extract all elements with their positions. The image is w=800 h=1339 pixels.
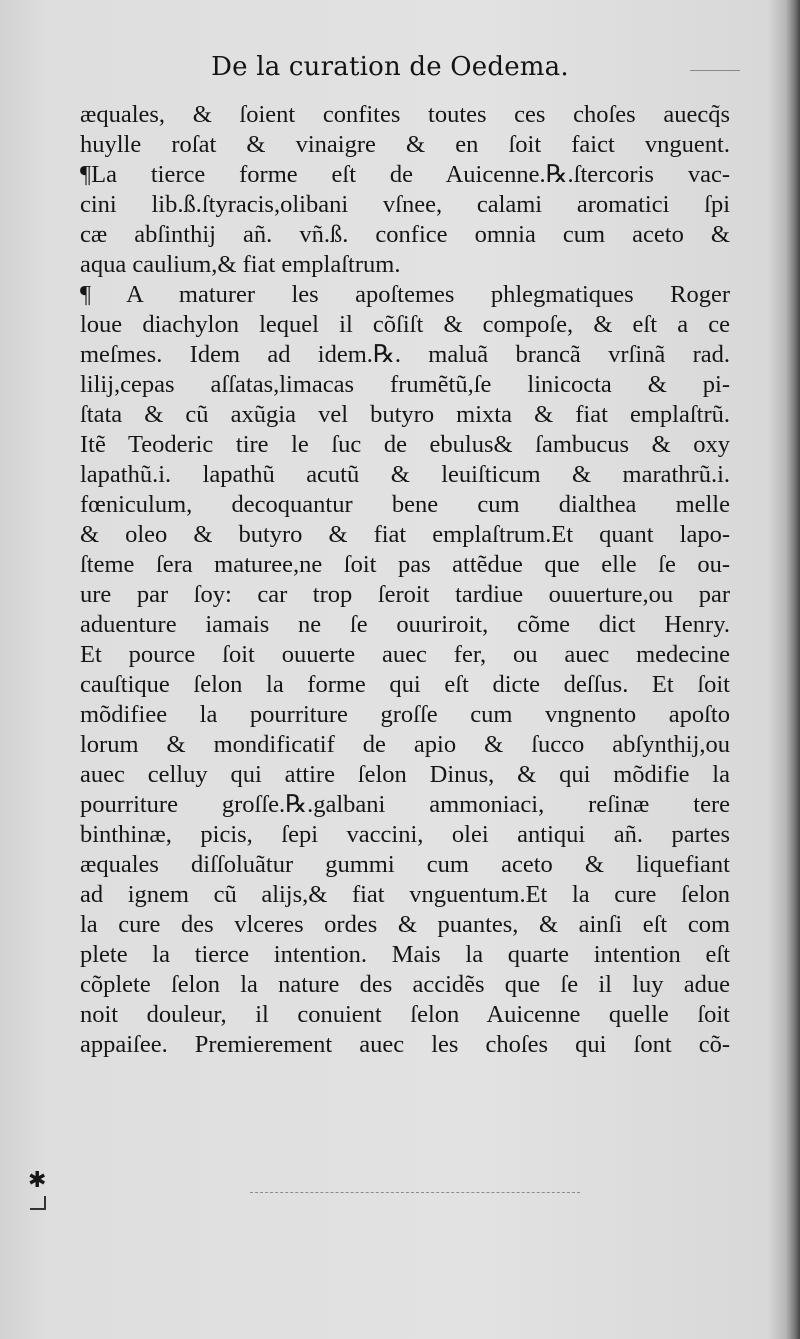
text-line: lorum & mondificatif de apio & ſucco abſynthij,ou xyxy=(80,731,730,758)
crop-corner-mark xyxy=(30,1196,46,1210)
text-line: la cure des vlceres ordes & puantes, & ainſi eſt com xyxy=(80,911,730,938)
text-line: plete la tierce intention. Mais la quarte intention eſt xyxy=(80,941,730,968)
text-line: loue diachylon lequel il cõſiſt & compoſe, & eſt a ce xyxy=(80,311,730,338)
text-line: auec celluy qui attire ſelon Dinus, & qui mõdifie la xyxy=(80,761,730,788)
head-rule xyxy=(690,70,740,71)
text-line: lilij,cepas aſſatas,limacas frumẽtũ,ſe linicocta & pi- xyxy=(80,371,730,398)
text-line: ad ignem cũ alijs,& fiat vnguentum.Et la cure ſelon xyxy=(80,881,730,908)
text-line: aqua caulium,& fiat emplaſtrum. xyxy=(80,251,401,278)
text-line: lapathũ.i. lapathũ acutũ & leuiſticum & marathrũ.i. xyxy=(80,461,730,488)
text-line: ſtata & cũ axũgia vel butyro mixta & fiat emplaſtrũ. xyxy=(80,401,730,428)
text-line: ure par ſoy: car trop ſeroit tardiue ouuerture,ou par xyxy=(80,581,730,608)
text-line: binthinæ, picis, ſepi vaccini, olei antiqui añ. partes xyxy=(80,821,730,848)
text-line: ſteme ſera maturee,ne ſoit pas attẽdue que elle ſe ou- xyxy=(80,551,730,578)
page-edge-shadow xyxy=(786,0,800,1339)
text-line: aduenture iamais ne ſe ouuriroit, cõme dict Henry. xyxy=(80,611,730,638)
text-line: pourriture groſſe.℞.galbani ammoniaci, reſinæ tere xyxy=(80,791,730,818)
text-line: æquales diſſoluãtur gummi cum aceto & liquefiant xyxy=(80,851,730,878)
margin-asterisk-mark: ✱ xyxy=(28,1168,47,1193)
running-head: De la curation de Oedema. xyxy=(211,52,569,82)
text-line: æquales, & ſoient confites toutes ces choſes auecq̃s xyxy=(80,101,730,128)
text-line: cæ abſinthij añ. vñ.ß. confice omnia cum aceto & xyxy=(80,221,730,248)
text-line: cini lib.ß.ſtyracis,olibani vſnee, calami aromatici ſpi xyxy=(80,191,730,218)
text-line: meſmes. Idem ad idem.℞. maluã brancã vrſinã rad. xyxy=(80,341,730,368)
text-line: cõplete ſelon la nature des accidẽs que ſe il luy adue xyxy=(80,971,730,998)
text-block xyxy=(80,100,730,1060)
text-line: Et pource ſoit ouuerte auec fer, ou auec medecine xyxy=(80,641,730,668)
text-line: mõdifiee la pourriture groſſe cum vngnento apoſto xyxy=(80,701,730,728)
text-line: fœniculum, decoquantur bene cum dialthea melle xyxy=(80,491,730,518)
text-line: Itẽ Teoderic tire le ſuc de ebulus& ſambucus & oxy xyxy=(80,431,730,458)
text-line: noit douleur, il conuient ſelon Auicenne quelle ſoit xyxy=(80,1001,730,1028)
text-line: ¶La tierce forme eſt de Auicenne.℞.ſtercoris vac- xyxy=(80,161,730,188)
footer-rule xyxy=(250,1192,580,1193)
text-line: ¶ A maturer les apoſtemes phlegmatiques Roger xyxy=(80,281,730,308)
text-line: cauſtique ſelon la forme qui eſt dicte deſſus. Et ſoit xyxy=(80,671,730,698)
text-line: & oleo & butyro & fiat emplaſtrum.Et quant lapo- xyxy=(80,521,730,548)
text-line: huylle roſat & vinaigre & en ſoit faict vnguent. xyxy=(80,131,730,158)
text-line: appaiſee. Premierement auec les choſes qui ſont cõ- xyxy=(80,1031,730,1058)
